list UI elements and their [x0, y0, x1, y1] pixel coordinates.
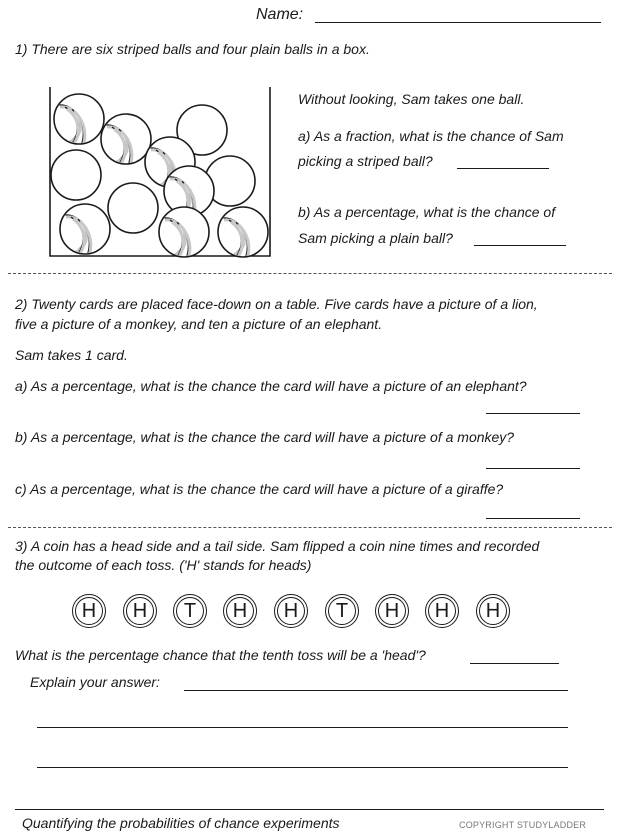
q2-a-answer-line[interactable] [486, 413, 580, 414]
name-field[interactable] [315, 22, 601, 23]
q1-b-line1: b) As a percentage, what is the chance of [298, 204, 556, 220]
coin-toss-label: T [176, 597, 204, 625]
coin-toss-9 [476, 594, 510, 628]
coin-toss-8 [425, 594, 459, 628]
q2-c: c) As a percentage, what is the chance the card will have a picture of a giraffe? [15, 481, 504, 497]
q2-b: b) As a percentage, what is the chance the card will have a picture of a monkey? [15, 429, 515, 445]
coin-toss-1 [72, 594, 106, 628]
section-divider [8, 527, 612, 528]
coin-toss-label: T [328, 597, 356, 625]
striped-ball [101, 114, 151, 164]
name-label: Name: [256, 6, 304, 23]
q1-a-line1: a) As a fraction, what is the chance of Sam [298, 128, 564, 144]
coin-toss-label: H [226, 597, 254, 625]
q3-ask: What is the percentage chance that the tenth toss will be a 'head'? [15, 647, 426, 663]
balls-group [44, 84, 276, 260]
coin-toss-4 [223, 594, 257, 628]
q1-a-answer-line[interactable] [457, 168, 549, 169]
q3-explain-line-2[interactable] [37, 727, 568, 728]
q2-intro: Sam takes 1 card. [15, 347, 128, 363]
coin-toss-5 [274, 594, 308, 628]
coin-toss-label: H [479, 597, 507, 625]
coin-toss-label: H [277, 597, 305, 625]
q1-a-line2: picking a striped ball? [298, 153, 433, 169]
q3-explain-line-3[interactable] [37, 767, 568, 768]
plain-ball [51, 150, 101, 200]
footer-rule [15, 809, 604, 810]
coin-toss-7 [375, 594, 409, 628]
q1-b-answer-line[interactable] [474, 245, 566, 246]
q2-question-line2: five a picture of a monkey, and ten a picture of an elephant. [15, 316, 383, 332]
q1-b-line2: Sam picking a plain ball? [298, 230, 453, 246]
coin-toss-label: H [126, 597, 154, 625]
q2-b-answer-line[interactable] [486, 468, 580, 469]
q3-explain-line-1[interactable] [184, 690, 568, 691]
coin-toss-2 [123, 594, 157, 628]
striped-ball [159, 207, 209, 257]
footer-title: Quantifying the probabilities of chance experiments [22, 815, 340, 831]
q3-explain-label: Explain your answer: [30, 674, 160, 690]
coin-toss-3 [173, 594, 207, 628]
striped-ball [54, 94, 104, 144]
coin-toss-6 [325, 594, 359, 628]
q2-a: a) As a percentage, what is the chance the card will have a picture of an elephant? [15, 378, 527, 394]
striped-ball [60, 204, 110, 254]
q2-question-line1: 2) Twenty cards are placed face-down on a table. Five cards have a picture of a lion, [15, 296, 538, 312]
q3-question-line1: 3) A coin has a head side and a tail side. Sam flipped a coin nine times and recorded [15, 538, 540, 554]
coin-toss-label: H [75, 597, 103, 625]
coin-toss-label: H [378, 597, 406, 625]
striped-ball [218, 207, 268, 257]
q3-question-line2: the outcome of each toss. ('H' stands for heads) [15, 557, 312, 573]
section-divider [8, 273, 612, 274]
q1-question: 1) There are six striped balls and four plain balls in a box. [15, 41, 370, 57]
q3-answer-line[interactable] [470, 663, 559, 664]
footer-copyright: COPYRIGHT STUDYLADDER [459, 820, 587, 830]
plain-ball [108, 183, 158, 233]
coin-toss-label: H [428, 597, 456, 625]
q1-intro: Without looking, Sam takes one ball. [298, 91, 525, 107]
q2-c-answer-line[interactable] [486, 518, 580, 519]
